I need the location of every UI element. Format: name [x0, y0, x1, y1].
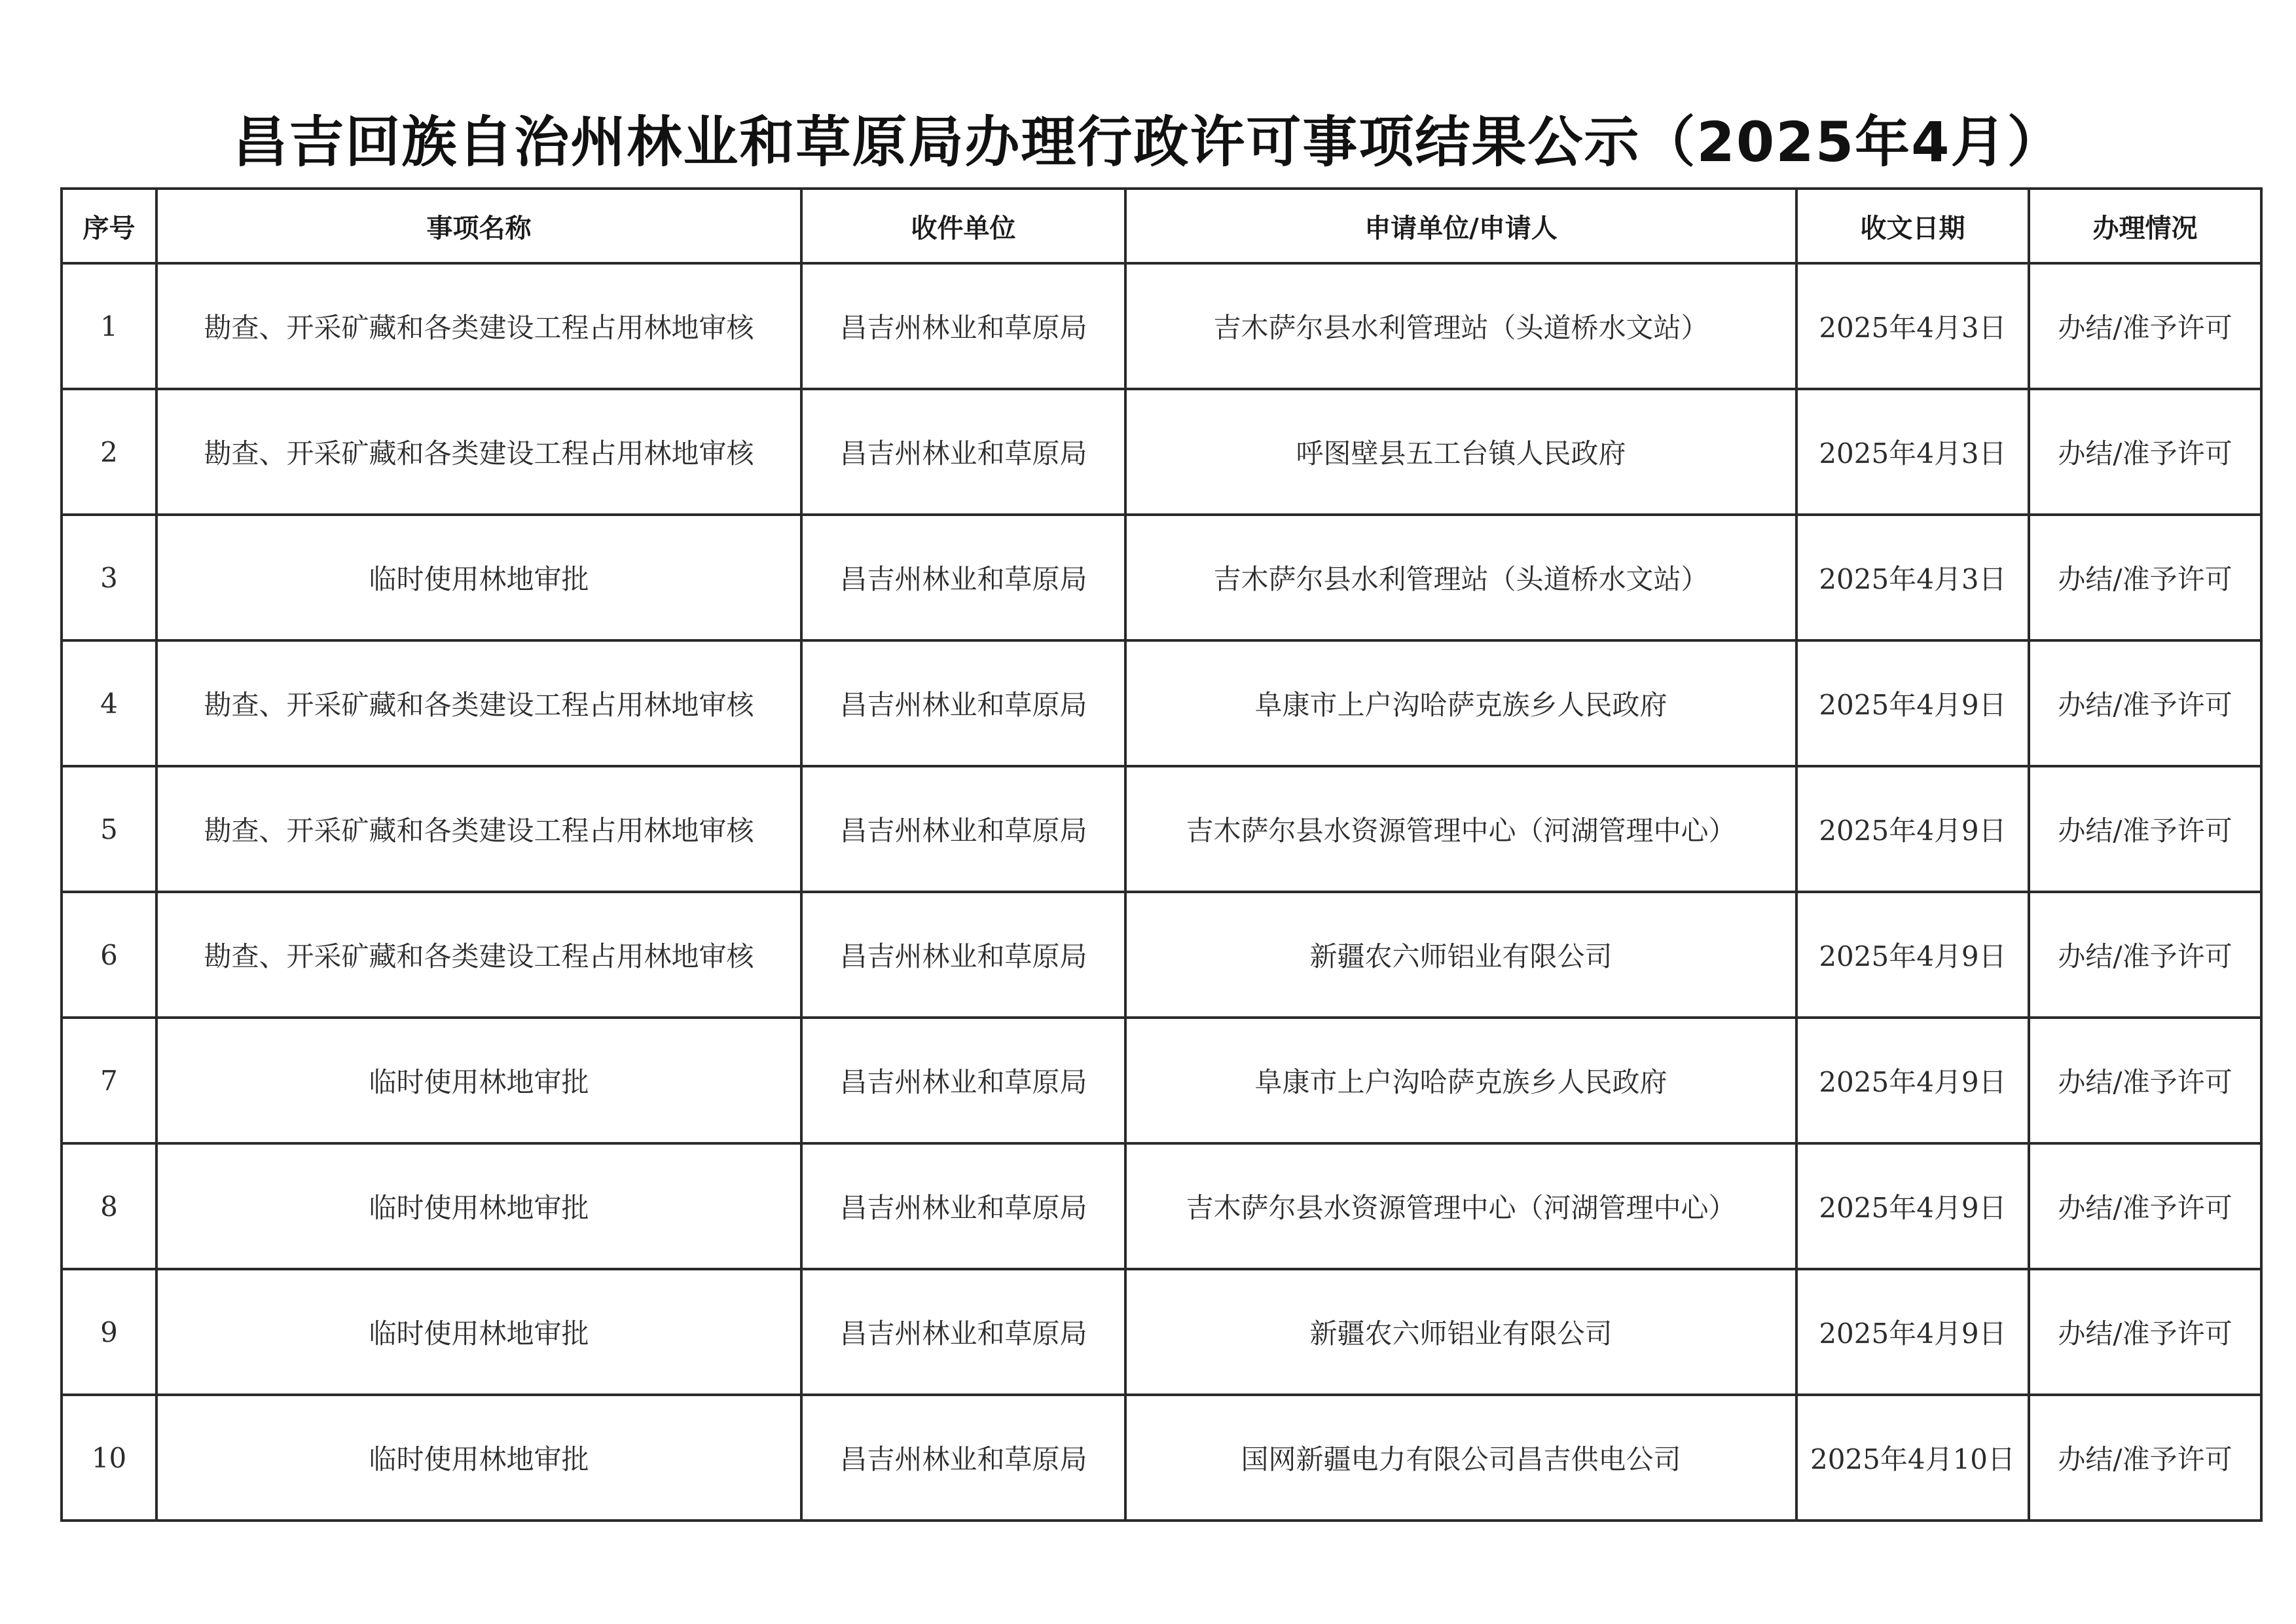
cell-serial: 2 [62, 389, 156, 515]
cell-applicant: 新疆农六师铝业有限公司 [1125, 1269, 1796, 1395]
cell-item-name: 勘查、开采矿藏和各类建设工程占用林地审核 [156, 892, 801, 1018]
table-row [62, 515, 2261, 640]
cell-serial: 7 [62, 1018, 156, 1143]
cell-item-name: 临时使用林地审批 [156, 1269, 801, 1395]
cell-receiving-unit: 昌吉州林业和草原局 [801, 1395, 1125, 1521]
cell-status: 办结/准予许可 [2029, 892, 2261, 1018]
table-row [62, 1143, 2261, 1269]
table-row [62, 1395, 2261, 1521]
header-receipt-date: 收文日期 [1796, 189, 2029, 263]
header-applicant: 申请单位/申请人 [1125, 189, 1796, 263]
cell-receiving-unit: 昌吉州林业和草原局 [801, 1143, 1125, 1269]
cell-item-name: 临时使用林地审批 [156, 1018, 801, 1143]
cell-receiving-unit: 昌吉州林业和草原局 [801, 640, 1125, 766]
cell-applicant: 吉木萨尔县水利管理站（头道桥水文站） [1125, 263, 1796, 389]
cell-status: 办结/准予许可 [2029, 640, 2261, 766]
cell-receipt-date: 2025年4月10日 [1796, 1395, 2029, 1521]
cell-receiving-unit: 昌吉州林业和草原局 [801, 263, 1125, 389]
permit-results-table [60, 187, 2263, 1522]
cell-item-name: 勘查、开采矿藏和各类建设工程占用林地审核 [156, 640, 801, 766]
cell-serial: 6 [62, 892, 156, 1018]
cell-status: 办结/准予许可 [2029, 766, 2261, 892]
cell-receipt-date: 2025年4月9日 [1796, 892, 2029, 1018]
cell-serial: 8 [62, 1143, 156, 1269]
cell-receipt-date: 2025年4月9日 [1796, 640, 2029, 766]
cell-item-name: 临时使用林地审批 [156, 515, 801, 640]
cell-serial: 9 [62, 1269, 156, 1395]
cell-receiving-unit: 昌吉州林业和草原局 [801, 892, 1125, 1018]
cell-item-name: 勘查、开采矿藏和各类建设工程占用林地审核 [156, 263, 801, 389]
cell-applicant: 吉木萨尔县水资源管理中心（河湖管理中心） [1125, 1143, 1796, 1269]
cell-status: 办结/准予许可 [2029, 515, 2261, 640]
cell-applicant: 国网新疆电力有限公司昌吉供电公司 [1125, 1395, 1796, 1521]
cell-applicant: 阜康市上户沟哈萨克族乡人民政府 [1125, 1018, 1796, 1143]
cell-applicant: 呼图壁县五工台镇人民政府 [1125, 389, 1796, 515]
cell-receiving-unit: 昌吉州林业和草原局 [801, 389, 1125, 515]
cell-serial: 1 [62, 263, 156, 389]
cell-item-name: 勘查、开采矿藏和各类建设工程占用林地审核 [156, 389, 801, 515]
cell-receipt-date: 2025年4月9日 [1796, 1269, 2029, 1395]
cell-receiving-unit: 昌吉州林业和草原局 [801, 766, 1125, 892]
table-row [62, 766, 2261, 892]
cell-serial: 5 [62, 766, 156, 892]
header-item-name: 事项名称 [156, 189, 801, 263]
header-serial: 序号 [62, 189, 156, 263]
table-row [62, 263, 2261, 389]
cell-serial: 3 [62, 515, 156, 640]
header-status: 办理情况 [2029, 189, 2261, 263]
cell-receipt-date: 2025年4月9日 [1796, 1018, 2029, 1143]
cell-receipt-date: 2025年4月3日 [1796, 515, 2029, 640]
cell-receiving-unit: 昌吉州林业和草原局 [801, 515, 1125, 640]
cell-item-name: 临时使用林地审批 [156, 1395, 801, 1521]
cell-receipt-date: 2025年4月3日 [1796, 389, 2029, 515]
cell-applicant: 新疆农六师铝业有限公司 [1125, 892, 1796, 1018]
cell-receipt-date: 2025年4月9日 [1796, 1143, 2029, 1269]
cell-receipt-date: 2025年4月9日 [1796, 766, 2029, 892]
cell-status: 办结/准予许可 [2029, 263, 2261, 389]
cell-applicant: 阜康市上户沟哈萨克族乡人民政府 [1125, 640, 1796, 766]
cell-status: 办结/准予许可 [2029, 1269, 2261, 1395]
page-title: 昌吉回族自治州林业和草原局办理行政许可事项结果公示（2025年4月） [232, 110, 2064, 174]
cell-status: 办结/准予许可 [2029, 1018, 2261, 1143]
cell-serial: 4 [62, 640, 156, 766]
cell-receiving-unit: 昌吉州林业和草原局 [801, 1269, 1125, 1395]
table-row [62, 1018, 2261, 1143]
table-header-row [62, 189, 2261, 263]
header-receiving-unit: 收件单位 [801, 189, 1125, 263]
cell-receiving-unit: 昌吉州林业和草原局 [801, 1018, 1125, 1143]
table-row [62, 892, 2261, 1018]
cell-receipt-date: 2025年4月3日 [1796, 263, 2029, 389]
cell-status: 办结/准予许可 [2029, 1143, 2261, 1269]
cell-item-name: 临时使用林地审批 [156, 1143, 801, 1269]
table-row [62, 640, 2261, 766]
cell-serial: 10 [62, 1395, 156, 1521]
table-row [62, 389, 2261, 515]
table-row [62, 1269, 2261, 1395]
cell-status: 办结/准予许可 [2029, 1395, 2261, 1521]
cell-applicant: 吉木萨尔县水利管理站（头道桥水文站） [1125, 515, 1796, 640]
cell-status: 办结/准予许可 [2029, 389, 2261, 515]
cell-item-name: 勘查、开采矿藏和各类建设工程占用林地审核 [156, 766, 801, 892]
cell-applicant: 吉木萨尔县水资源管理中心（河湖管理中心） [1125, 766, 1796, 892]
